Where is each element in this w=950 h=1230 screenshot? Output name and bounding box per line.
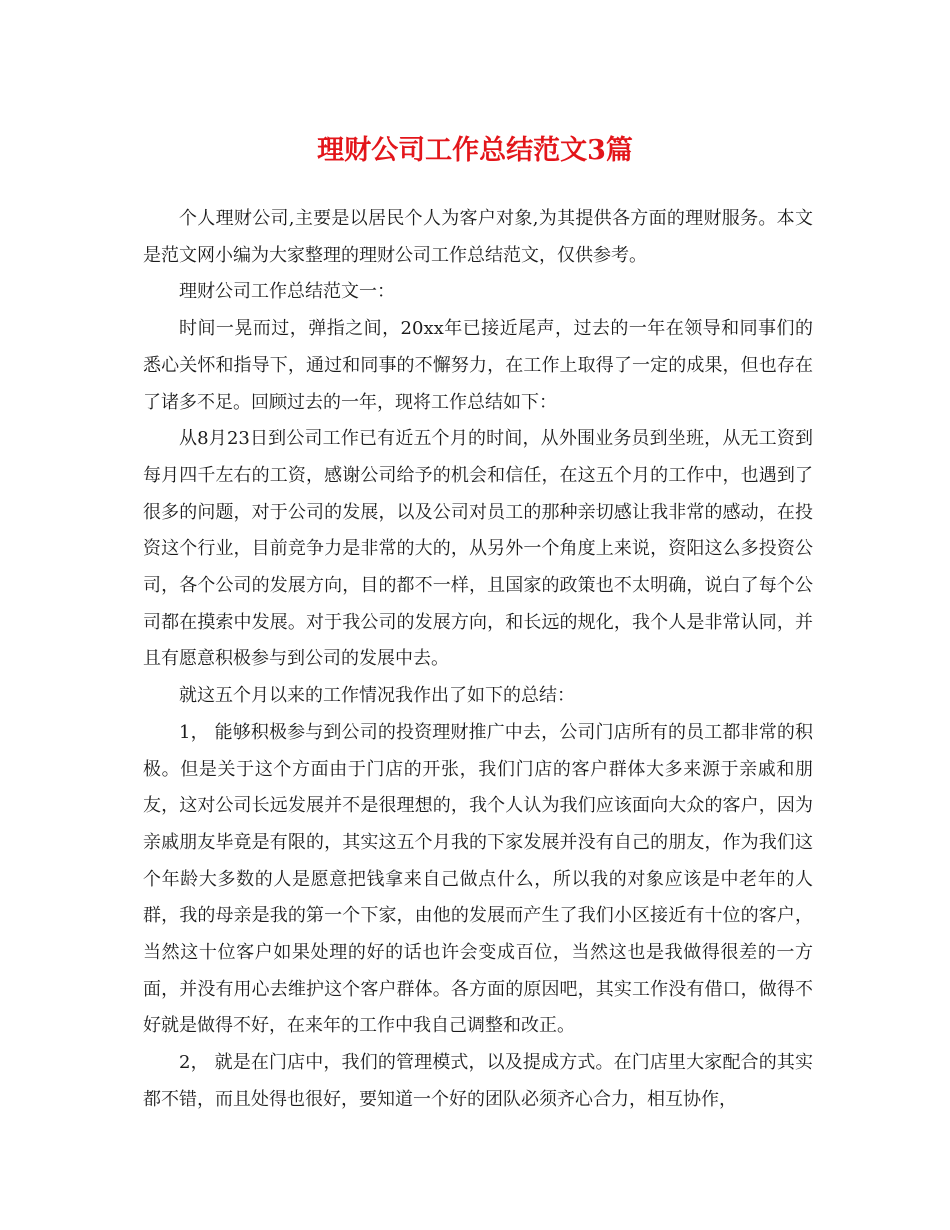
document-title: 理财公司工作总结范文3篇 xyxy=(317,135,633,166)
paragraph-work-history: 从8月23日到公司工作已有近五个月的时间，从外围业务员到坐班，从无工资到每月四千左右的工资，感谢公司给予的机会和信任，在这五个月的工作中，也遇到了很多的问题，对于公司的发展，以及公司对员工的那种亲切感让我非常的感动，在投资这个行业，目前竞争力是非常的大的，从另外一个角度上来说，资阳这么多投资公司，各个公司的发展方向，目的都不一样，且国家的政策也不太明确，说白了每个公司都在摸索中发展。对于我公司的发展方向，和长远的规化，我个人是非常认同，并且有愿意积极参与到公司的发展中去。 xyxy=(143,428,813,670)
paragraph-section-heading: 理财公司工作总结范文一： xyxy=(179,281,395,303)
paragraph-summary-lead: 就这五个月以来的工作情况我作出了如下的总结： xyxy=(179,685,575,707)
paragraph-time: 时间一晃而过，弹指之间，20xx年已接近尾声，过去的一年在领导和同事们的悉心关怀和指导下，通过和同事的不懈努力，在工作上取得了一定的成果，但也存在了诸多不足。回顾过去的一年，现将工作总结如下： xyxy=(143,318,813,413)
paragraph-intro: 个人理财公司,主要是以居民个人为客户对象,为其提供各方面的理财服务。本文是范文网小编为大家整理的理财公司工作总结范文，仅供参考。 xyxy=(143,208,813,266)
document-body xyxy=(143,201,813,1119)
paragraph-point-1: 1， 能够积极参与到公司的投资理财推广中去，公司门店所有的员工都非常的积极。但是关于这个方面由于门店的开张，我们门店的客户群体大多来源于亲戚和朋友，这对公司长远发展并不是很理想的，我个人认为我们应该面向大众的客户，因为亲戚朋友毕竟是有限的，其实这五个月我的下家发展并没有自己的朋友，作为我们这个年龄大多数的人是愿意把钱拿来自己做点什么，所以我的对象应该是中老年的人群，我的母亲是我的第一个下家，由他的发展而产生了我们小区接近有十位的客户，当然这十位客户如果处理的好的话也许会变成百位，当然这也是我做得很差的一方面，并没有用心去维护这个客户群体。各方面的原因吧，其实工作没有借口，做得不好就是做得不好，在来年的工作中我自己调整和改正。 xyxy=(143,721,813,1037)
paragraph-point-2: 2， 就是在门店中，我们的管理模式，以及提成方式。在门店里大家配合的其实都不错，而且处得也很好，要知道一个好的团队必须齐心合力，相互协作， xyxy=(143,1052,813,1110)
